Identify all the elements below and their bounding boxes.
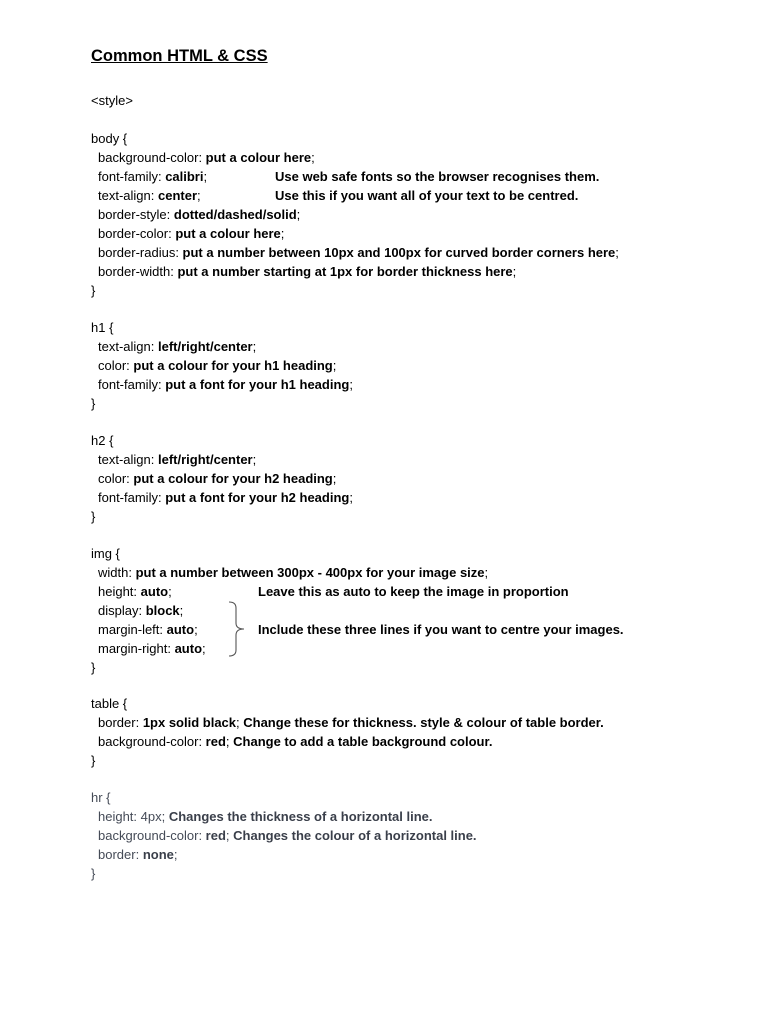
prop-value: put a colour here — [205, 150, 312, 165]
prop-value: center — [157, 188, 198, 203]
img-open: img { — [91, 546, 120, 561]
img-height-line — [98, 582, 172, 601]
h1-font-family-line — [98, 375, 353, 394]
prop-value: calibri — [165, 169, 204, 184]
prop-name: margin-right: — [98, 641, 175, 656]
prop-name: color: — [98, 471, 134, 486]
prop-value: none — [142, 847, 174, 862]
prop-name: border: — [98, 847, 143, 862]
semicolon: ; — [332, 471, 337, 486]
body-text-align-line — [98, 186, 201, 205]
prop-name: margin-left: — [98, 622, 167, 637]
prop-value: auto — [166, 622, 195, 637]
prop-name: background-color: — [98, 150, 206, 165]
body-close: } — [91, 283, 96, 298]
prop-name: border-style: — [98, 207, 174, 222]
h2-color-line — [98, 469, 336, 488]
height-note: Leave this as auto to keep the image in proportion — [258, 584, 569, 599]
body-border-width-line — [98, 262, 516, 281]
semicolon: ; — [512, 264, 517, 279]
table-border-note: Change these for thickness. style & colour of table border. — [243, 715, 604, 730]
img-close: } — [91, 660, 96, 675]
h1-open: h1 { — [91, 320, 114, 335]
hr-height-note: Changes the thickness of a horizontal line. — [168, 809, 433, 824]
right-brace-icon — [227, 600, 249, 658]
h1-text-align-line — [98, 337, 256, 356]
prop-value: put a colour for your h1 heading — [133, 358, 333, 373]
semicolon: ; — [225, 734, 234, 749]
table-open: table { — [91, 696, 128, 711]
prop-value: auto — [174, 641, 203, 656]
prop-name: display: — [98, 603, 146, 618]
img-width-line — [98, 563, 488, 582]
h2-text-align-line — [98, 450, 256, 469]
prop-name: font-family: — [98, 169, 166, 184]
hr-height-line — [98, 807, 432, 826]
body-open: body { — [91, 131, 128, 146]
centre-images-note: Include these three lines if you want to centre your images. — [258, 622, 624, 637]
prop-value: put a colour for your h2 heading — [133, 471, 333, 486]
hr-background-note: Changes the colour of a horizontal line. — [233, 828, 477, 843]
semicolon: ; — [168, 584, 172, 599]
table-border-line — [98, 713, 604, 732]
table-close: } — [91, 753, 96, 768]
h1-color-line — [98, 356, 336, 375]
body-border-radius-line — [98, 243, 619, 262]
prop-name: font-family: — [98, 490, 166, 505]
semicolon: ; — [252, 452, 257, 467]
prop-value: put a number between 10px and 100px for curved border corners here — [182, 245, 616, 260]
semicolon: ; — [203, 169, 208, 184]
prop-name: height: — [98, 584, 141, 599]
body-background-color-line — [98, 148, 315, 167]
hr-border-line — [98, 845, 178, 864]
prop-name: font-family: — [98, 377, 166, 392]
semicolon: ; — [225, 828, 234, 843]
prop-value: red — [205, 828, 226, 843]
prop-name: border: — [98, 715, 143, 730]
semicolon: ; — [194, 622, 198, 637]
prop-name: border-radius: — [98, 245, 183, 260]
body-border-color-line — [98, 224, 284, 243]
hr-close: } — [91, 866, 96, 881]
semicolon: ; — [311, 150, 315, 165]
page-title: Common HTML & CSS — [91, 47, 268, 65]
semicolon: ; — [296, 207, 301, 222]
img-display-line — [98, 601, 183, 620]
style-tag-line: <style> — [91, 93, 133, 108]
prop-value: red — [205, 734, 226, 749]
semicolon: ; — [173, 847, 178, 862]
prop-name: text-align: — [98, 339, 158, 354]
body-font-family-line — [98, 167, 207, 186]
h1-close: } — [91, 396, 96, 411]
prop-name: border-width: — [98, 264, 178, 279]
prop-value: put a font for your h2 heading — [165, 490, 350, 505]
semicolon: ; — [332, 358, 337, 373]
semicolon: ; — [179, 603, 184, 618]
prop-value: put a number starting at 1px for border thickness here — [177, 264, 513, 279]
img-margin-left-line — [98, 620, 198, 639]
semicolon: ; — [615, 245, 619, 260]
body-border-style-line — [98, 205, 300, 224]
prop-name: background-color: — [98, 828, 206, 843]
semicolon: ; — [202, 641, 206, 656]
table-background-color-line — [98, 732, 492, 751]
prop-value: auto — [140, 584, 169, 599]
prop-name: height: 4px; — [98, 809, 169, 824]
prop-name: background-color: — [98, 734, 206, 749]
prop-value: left/right/center — [157, 452, 253, 467]
h2-font-family-line — [98, 488, 353, 507]
semicolon: ; — [349, 490, 353, 505]
h2-open: h2 { — [91, 433, 114, 448]
semicolon: ; — [280, 226, 285, 241]
semicolon: ; — [252, 339, 257, 354]
semicolon: ; — [484, 565, 489, 580]
prop-value: put a font for your h1 heading — [165, 377, 350, 392]
prop-value: dotted/dashed/solid — [173, 207, 297, 222]
hr-background-color-line — [98, 826, 477, 845]
img-margin-right-line — [98, 639, 206, 658]
prop-value: block — [145, 603, 180, 618]
text-align-note: Use this if you want all of your text to be centred. — [275, 188, 579, 203]
table-background-note: Change to add a table background colour. — [233, 734, 493, 749]
h2-close: } — [91, 509, 96, 524]
prop-name: text-align: — [98, 452, 158, 467]
semicolon: ; — [236, 715, 244, 730]
hr-open: hr { — [91, 790, 111, 805]
prop-name: width: — [98, 565, 136, 580]
font-family-note: Use web safe fonts so the browser recognises them. — [275, 169, 600, 184]
prop-value: put a colour here — [175, 226, 281, 241]
prop-value: put a number between 300px - 400px for your image size — [135, 565, 485, 580]
semicolon: ; — [197, 188, 201, 203]
prop-name: text-align: — [98, 188, 158, 203]
prop-name: color: — [98, 358, 134, 373]
prop-value: left/right/center — [157, 339, 253, 354]
prop-name: border-color: — [98, 226, 176, 241]
prop-value: 1px solid black — [142, 715, 237, 730]
semicolon: ; — [349, 377, 353, 392]
